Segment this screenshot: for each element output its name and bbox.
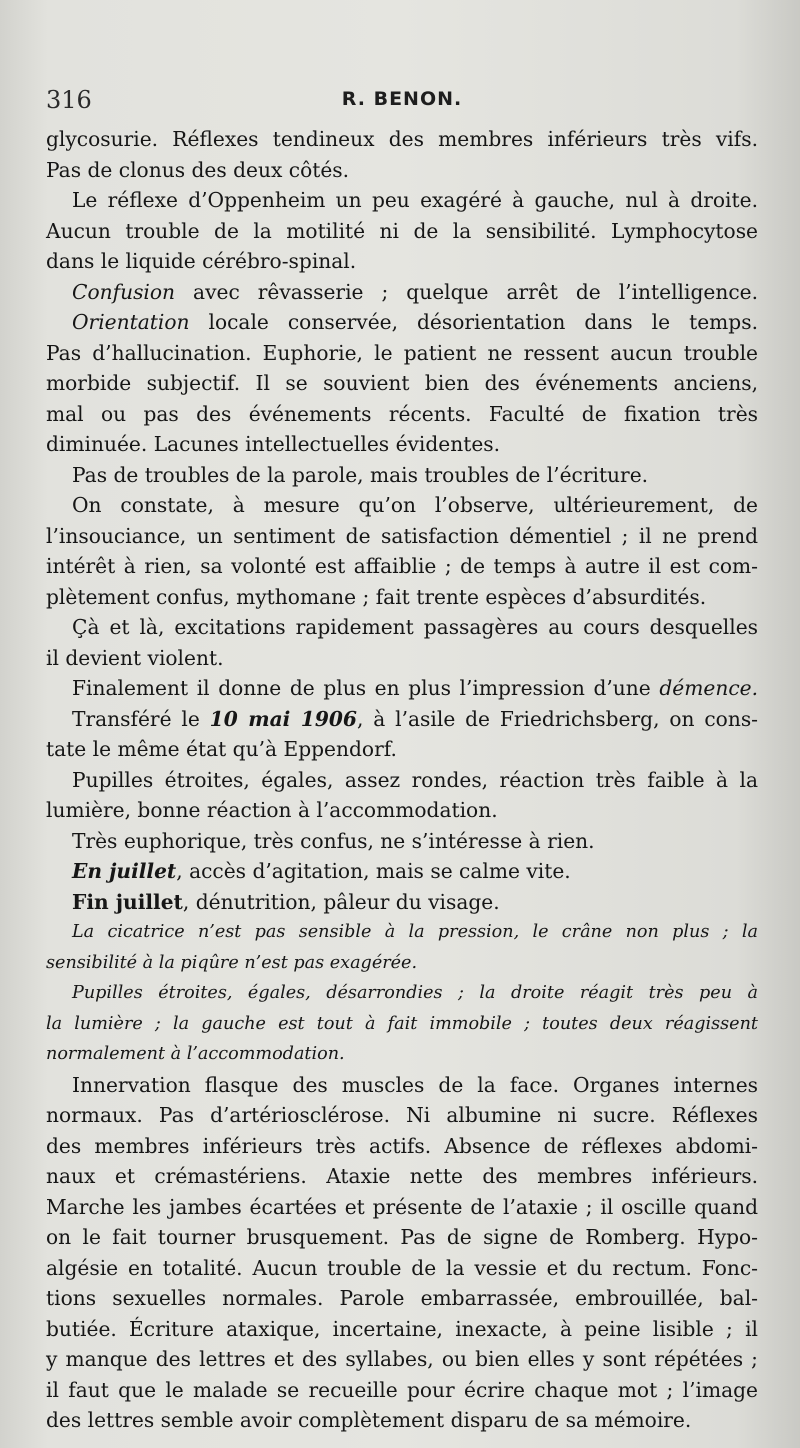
text-line: Très euphorique, très confus, ne s’intéresse à rien. [72,828,595,853]
text-line: y manque des lettres et des syllabes, ou bien elles y sont répétées ; [46,1347,758,1371]
text-line: Aucun trouble de la motilité ni de la sensibilité. Lymphocytose [46,218,758,243]
text-line: Pas d’hallucination. Euphorie, le patient ne ressent aucun trouble [46,340,758,365]
text-line: Confusion avec rêvasserie ; quelque arrêt de l’intelligence. [72,279,758,304]
text-line: algésie en totalité. Aucun trouble de la vessie et du rectum. Fonc- [46,1255,758,1280]
text-line: mal ou pas des événements récents. Faculté de fixation très [46,401,758,426]
text-line: plètement confus, mythomane ; fait trente espèces d’absurdités. [46,584,707,609]
text-line: on le fait tourner brusquement. Pas de signe de Romberg. Hypo- [46,1225,758,1249]
text-line: il faut que le malade se recueille pour écrire chaque mot ; l’image [46,1377,758,1402]
text-line: l’insouciance, un sentiment de satisfaction démentiel ; il ne prend [46,523,758,548]
text-line: morbide subjectif. Il se souvient bien des événements anciens, [46,371,758,395]
text-line: des membres inférieurs très actifs. Absence de réflexes abdomi- [46,1133,758,1158]
text-line: diminuée. Lacunes intellectuelles évidentes. [46,432,501,456]
text-line: lumière, bonne réaction à l’accommodation. [46,798,498,822]
text-line: naux et crémastériens. Ataxie nette des membres inférieurs. [46,1164,758,1188]
text-line: normaux. Pas d’artériosclérose. Ni albumine ni sucre. Réflexes [46,1103,758,1127]
text-line: Finalement il donne de plus en plus l’impression d’une démence. [72,676,758,700]
text-line: Pupilles étroites, égales, désarrondies ; la droite réagit très peu à [72,983,758,1003]
text-line: Transféré le 10 mai 1906, à l’asile de Friedrichsberg, on cons- [72,706,758,731]
text-line: la lumière ; la gauche est tout à fait immobile ; toutes deux réagissent [46,1013,758,1034]
text-line: Pas de clonus des deux côtés. [46,157,350,182]
text-line: En juillet, accès d’agitation, mais se calme vite. [72,859,571,883]
page-header [46,86,758,116]
text-line: Fin juillet, dénutrition, pâleur du visage. [72,889,500,914]
page-number: 316 [46,86,92,114]
text-line: intérêt à rien, sa volonté est affaiblie ; de temps à autre il est com- [46,554,758,578]
text-line: Orientation locale conservée, désorientation dans le temps. [72,310,758,334]
text-line: butiée. Écriture ataxique, incertaine, inexacte, à peine lisible ; il [46,1316,758,1341]
text-line: Innervation flasque des muscles de la face. Organes internes [72,1072,758,1097]
text-line: Pupilles étroites, égales, assez rondes, réaction très faible à la [72,767,758,792]
text-line: Pas de troubles de la parole, mais troubles de l’écriture. [72,462,649,487]
text-line: des lettres semble avoir complètement disparu de sa mémoire. [46,1408,692,1432]
running-head: R. BENON. [341,88,463,110]
body-text [46,124,758,1436]
text-line: sensibilité à la piqûre n’est pas exagérée. [46,952,418,973]
text-line: normalement à l’accommodation. [46,1044,345,1064]
text-line: il devient violent. [46,645,224,670]
text-line: dans le liquide cérébro-spinal. [46,249,357,273]
text-line: glycosurie. Réflexes tendineux des membres inférieurs très vifs. [46,127,758,151]
text-line: La cicatrice n’est pas sensible à la pression, le crâne non plus ; la [72,922,758,942]
text-line: Marche les jambes écartées et présente de l’ataxie ; il oscille quand [46,1194,758,1219]
text-line: On constate, à mesure qu’on l’observe, ultérieurement, de [72,493,758,517]
text-line: tions sexuelles normales. Parole embarrassée, embrouillée, bal- [46,1286,758,1310]
text-line: Le réflexe d’Oppenheim un peu exagéré à gauche, nul à droite. [72,188,758,212]
text-line: tate le même état qu’à Eppendorf. [46,737,397,761]
text-line: Çà et là, excitations rapidement passagères au cours desquelles [72,615,758,639]
